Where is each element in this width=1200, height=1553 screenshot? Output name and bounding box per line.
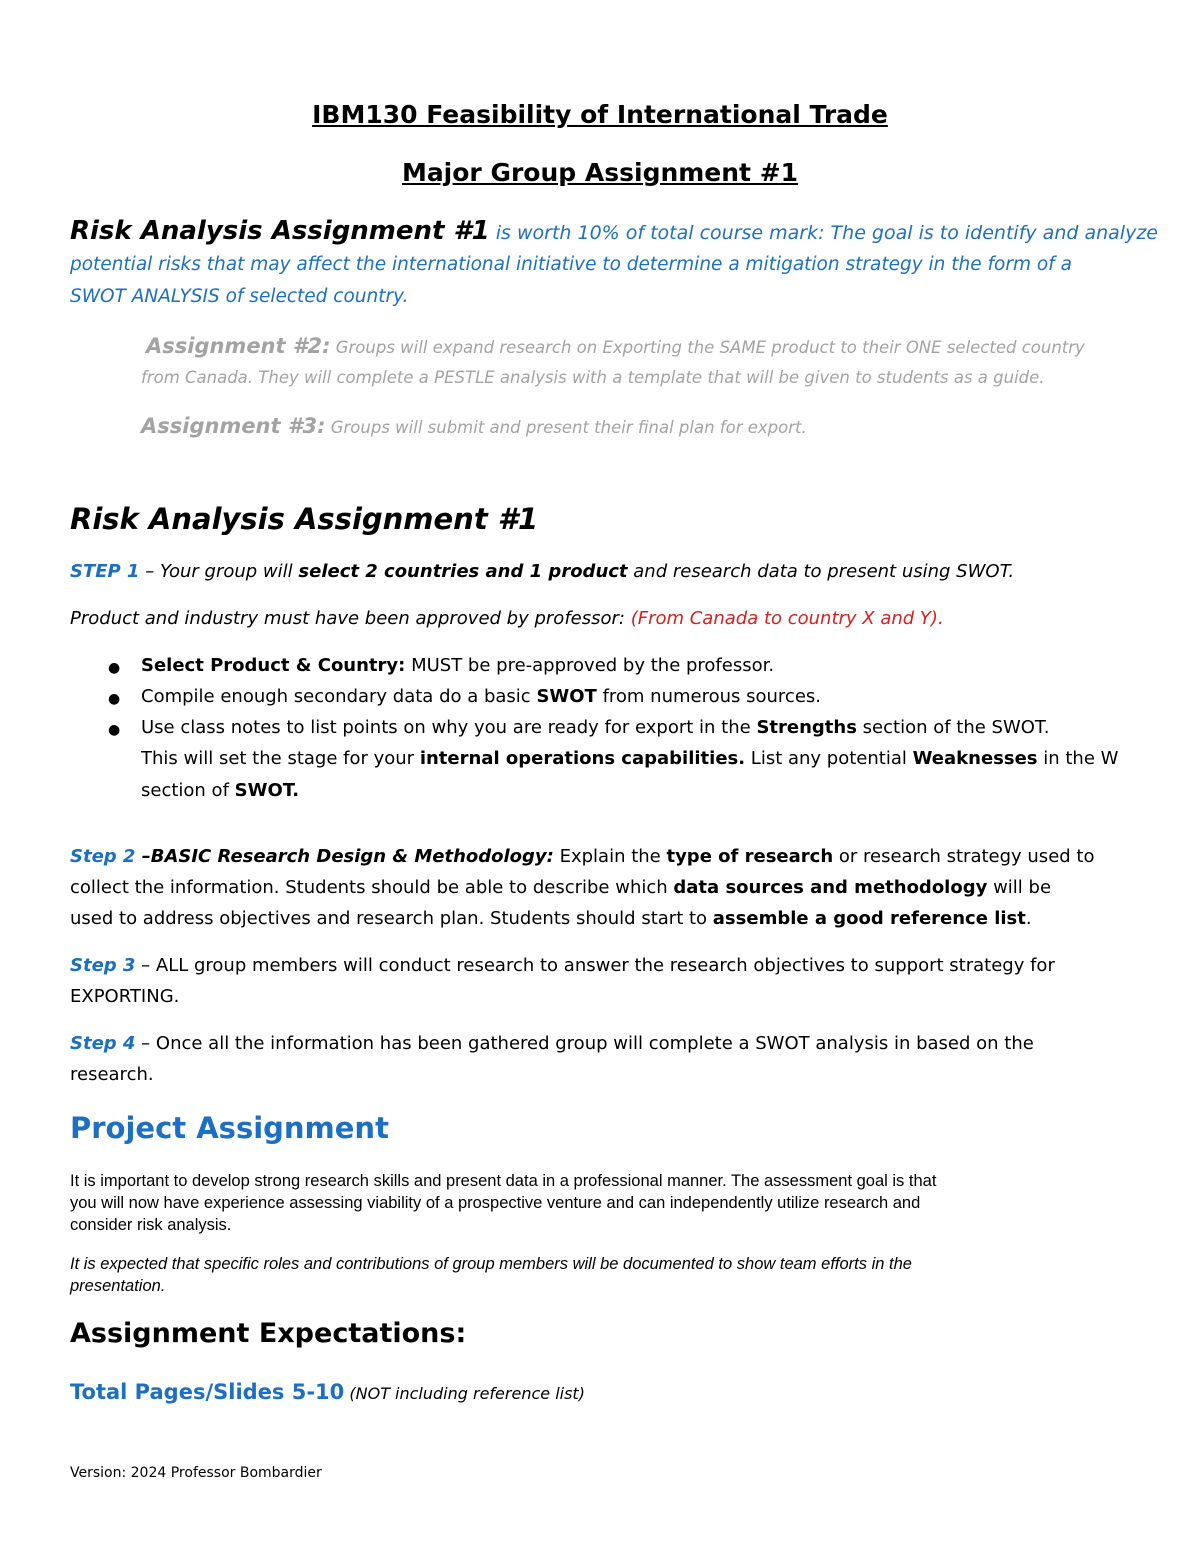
expectations-heading: Assignment Expectations: — [70, 1318, 467, 1349]
section-heading: Risk Analysis Assignment #1 — [70, 502, 539, 536]
assignment-2-line-1: Assignment #2: Groups will expand research on Exporting the SAME product to their ONE selected country — [146, 334, 1085, 358]
total-pages-line: Total Pages/Slides 5-10 (NOT including reference list) — [70, 1380, 585, 1404]
team-paragraph-line-2: presentation. — [70, 1277, 166, 1295]
project-paragraph-line-2: you will now have experience assessing viability of a prospective venture and can independently utilize research and — [70, 1194, 921, 1212]
assignment-title: Major Group Assignment #1 — [401, 158, 799, 187]
bullet-2: Compile enough secondary data do a basic SWOT from numerous sources. — [141, 686, 821, 707]
intro-line-1: Risk Analysis Assignment #1 is worth 10% of total course mark: The goal is to identify and analyze — [70, 216, 1158, 246]
intro-line-2: potential risks that may affect the international initiative to determine a mitigation strategy in the form of a — [70, 254, 1072, 275]
bullet-1: Select Product & Country: MUST be pre-approved by the professor. — [141, 655, 775, 676]
course-title: IBM130 Feasibility of International Trade — [312, 100, 888, 129]
approval-line: Product and industry must have been approved by professor: (From Canada to country X and Y). — [70, 608, 944, 629]
step-4-line-2: research. — [70, 1064, 154, 1085]
step-4-line-1: Step 4 – Once all the information has been gathered group will complete a SWOT analysis in based on the — [70, 1033, 1034, 1054]
intro-lead: Risk Analysis Assignment #1 — [70, 216, 490, 246]
assignment-3: Assignment #3: Groups will submit and present their final plan for export. — [141, 414, 807, 438]
bullet-icon: ● — [108, 691, 121, 707]
step-3-line-1: Step 3 – ALL group members will conduct research to answer the research objectives to support strategy for — [70, 955, 1055, 976]
assignment-2-line-2: from Canada. They will complete a PESTLE analysis with a template that will be given to students as a guide. — [141, 368, 1045, 387]
step-1-line: STEP 1 – Your group will select 2 countries and 1 product and research data to present using SWOT. — [70, 561, 1015, 582]
step-2-line-1: Step 2 –BASIC Research Design & Methodology: Explain the type of research or research strategy used to — [70, 846, 1095, 867]
project-heading: Project Assignment — [70, 1111, 389, 1145]
project-paragraph-line-3: consider risk analysis. — [70, 1216, 232, 1234]
step-3-line-2: EXPORTING. — [70, 986, 180, 1007]
step-2-line-3: used to address objectives and research plan. Students should start to assemble a good reference list. — [70, 908, 1032, 929]
bullet-3-line-1: Use class notes to list points on why you are ready for export in the Strengths section of the SWOT. — [141, 717, 1050, 738]
bullet-icon: ● — [108, 722, 121, 738]
footer-version: Version: 2024 Professor Bombardier — [70, 1465, 322, 1481]
intro-line-3: SWOT ANALYSIS of selected country. — [70, 286, 409, 307]
project-paragraph-line-1: It is important to develop strong research skills and present data in a professional manner. The assessment goal is that — [70, 1172, 937, 1190]
bullet-3-line-2: This will set the stage for your internal operations capabilities. List any potential Weaknesses in the W — [141, 748, 1119, 769]
step-2-line-2: collect the information. Students should be able to describe which data sources and methodology will be — [70, 877, 1052, 898]
team-paragraph-line-1: It is expected that specific roles and contributions of group members will be documented to show team efforts in the — [70, 1255, 912, 1273]
bullet-icon: ● — [108, 660, 121, 676]
bullet-3-line-3: section of SWOT. — [141, 780, 300, 801]
